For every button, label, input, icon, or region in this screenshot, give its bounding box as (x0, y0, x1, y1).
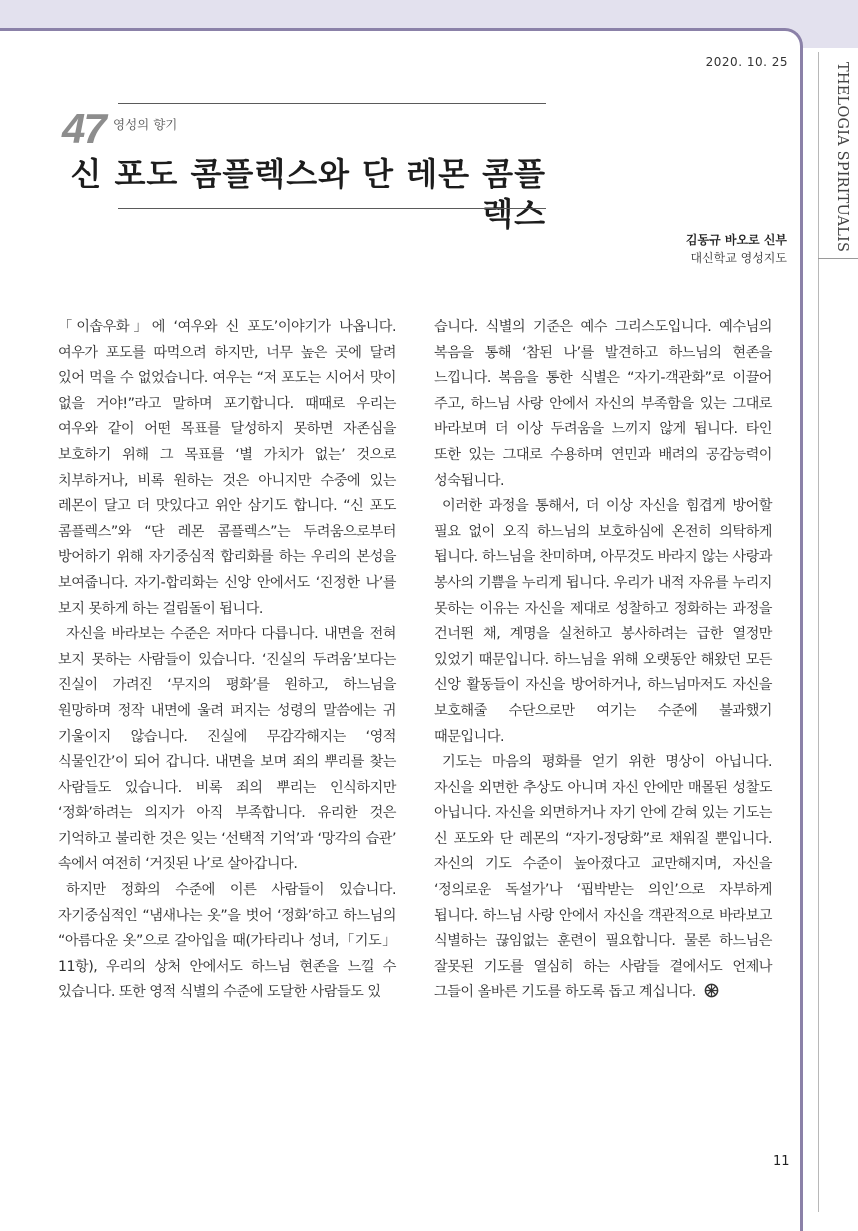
section-label: 영성의 향기 (113, 117, 178, 132)
article-title: 신 포도 콤플렉스와 단 레몬 콤플렉스 (70, 155, 546, 233)
article-number: 47 (62, 105, 105, 152)
paragraph: 습니다. 식별의 기준은 예수 그리스도입니다. 예수님의 복음을 통해 ‘참된 나’를 발견하고 하느님의 현존을 느낍니다. 복음을 통한 식별은 “자기-객관화”로 이끌어 주고, 하느님 사랑 안에서 자신의 부족함을 있는 그대로 바라보며 더 이상 두려움을 느끼지 않게 됩니다. 타인 또한 있는 그대로 수용하며 연민과 배려의 공감능력이 성숙됩니다. (434, 319, 772, 489)
side-title: THELOGIA SPIRITUALIS (834, 62, 850, 253)
page-number: 11 (773, 1154, 790, 1169)
title-rule-bottom (118, 208, 546, 209)
paragraph: 하지만 정화의 수준에 이른 사람들이 있습니다. 자기중심적인 “냄새나는 옷”을 벗어 ‘정화’하고 하느님의 “아름다운 옷”으로 갈아입을 때(가타리나 성녀,「기도」 11항), 우리의 상처 안에서도 하느님 현존을 느낄 수 있습니다. 또한 영적 식별의 수준에 도달한 사람들도 있 (58, 882, 396, 1001)
body-column-left (58, 315, 396, 1006)
author-name: 김동규 바오로 신부 (685, 233, 787, 247)
paragraph: 이러한 과정을 통해서, 더 이상 자신을 힘겹게 방어할 필요 없이 오직 하느님의 보호하심에 온전히 의탁하게 됩니다. 하느님을 찬미하며, 아무것도 바라지 않는 사랑과 봉사의 기쁨을 누리게 됩니다. 우리가 내적 자유를 누리지 못하는 이유는 자신을 제대로 성찰하고 정화하는 과정을 건너뛴 채, 계명을 실천하고 봉사하려는 급한 열정만 있었기 때문입니다. 하느님을 위해 오랫동안 해왔던 모든 신앙 활동들이 자신을 방어하거나, 하느님마저도 자신을 보호해줄 수단으로만 여기는 수준에 불과했기 때문입니다. (434, 498, 772, 745)
byline (686, 231, 787, 267)
paragraph-final-text: 기도는 마음의 평화를 얻기 위한 명상이 아닙니다. 자신을 외면한 추상도 아니며 자신 안에만 매몰된 성찰도 아닙니다. 자신을 외면하거나 자기 안에 갇혀 있는 기도는 신 포도와 단 레몬의 “자기-정당화”로 채워질 뿐입니다. 자신의 기도 수준이 높아졌다고 교만해지며, 자신을 ‘정의로운 독설가’나 ‘핍박받는 의인’으로 자부하게 됩니다. 하느님 사랑 안에서 자신을 객관적으로 바라보고 식별하는 끊임없는 훈련이 필요합니다. 물론 하느님은 잘못된 기도를 열심히 하는 사람들 곁에서도 언제나 그들이 올바른 기도를 하도록 돕고 계십니다. (434, 754, 772, 1001)
body-column-right (434, 315, 772, 1006)
side-tick-line (818, 258, 858, 259)
issue-date: 2020. 10. 25 (705, 55, 788, 69)
side-divider (818, 52, 819, 1212)
title-rule-top (118, 103, 546, 104)
paragraph: 자신을 바라보는 수준은 저마다 다릅니다. 내면을 전혀 보지 못하는 사람들이 있습니다. ‘진실의 두려움’보다는 진실이 가려진 ‘무지의 평화’를 원하고, 하느님을 원망하며 정작 내면에 울려 퍼지는 성령의 말씀에는 귀 기울이지 않습니다. 진실에 무감각해지는 ‘영적 식물인간’이 되어 갑니다. 내면을 보며 죄의 뿌리를 찾는 사람들도 있습니다. 비록 죄의 뿌리는 인식하지만 ‘정화’하려는 의지가 아직 부족합니다. 유리한 것은 기억하고 불리한 것은 잊는 ‘선택적 기억’과 ‘망각의 습관’ 속에서 여전히 ‘거짓된 나’로 살아갑니다. (58, 626, 396, 873)
author-affiliation: 대신학교 영성지도 (690, 251, 787, 265)
dharma-wheel-icon (704, 983, 719, 998)
paragraph: 「이솝우화」에 ‘여우와 신 포도’이야기가 나옵니다. 여우가 포도를 따먹으려 하지만, 너무 높은 곳에 달려 있어 먹을 수 없었습니다. 여우는 “저 포도는 시어서 맛이 없을 거야!”라고 말하며 포기합니다. 때때로 우리는 여우와 같이 어떤 목표를 달성하지 못하면 자존심을 보호하기 위해 그 목표를 ‘별 가치가 없는’ 것으로 치부하거나, 비록 원하는 것은 아니지만 수중에 있는 레몬이 달고 더 맛있다고 위안 삼기도 합니다. “신 포도 콤플렉스”와 “단 레몬 콤플렉스”는 두려움으로부터 방어하기 위해 자기중심적 합리화를 하는 우리의 본성을 보여줍니다. 자기-합리화는 신앙 안에서도 ‘진정한 나’를 보지 못하게 하는 걸림돌이 됩니다. (58, 319, 396, 617)
paragraph-final (434, 750, 772, 1006)
